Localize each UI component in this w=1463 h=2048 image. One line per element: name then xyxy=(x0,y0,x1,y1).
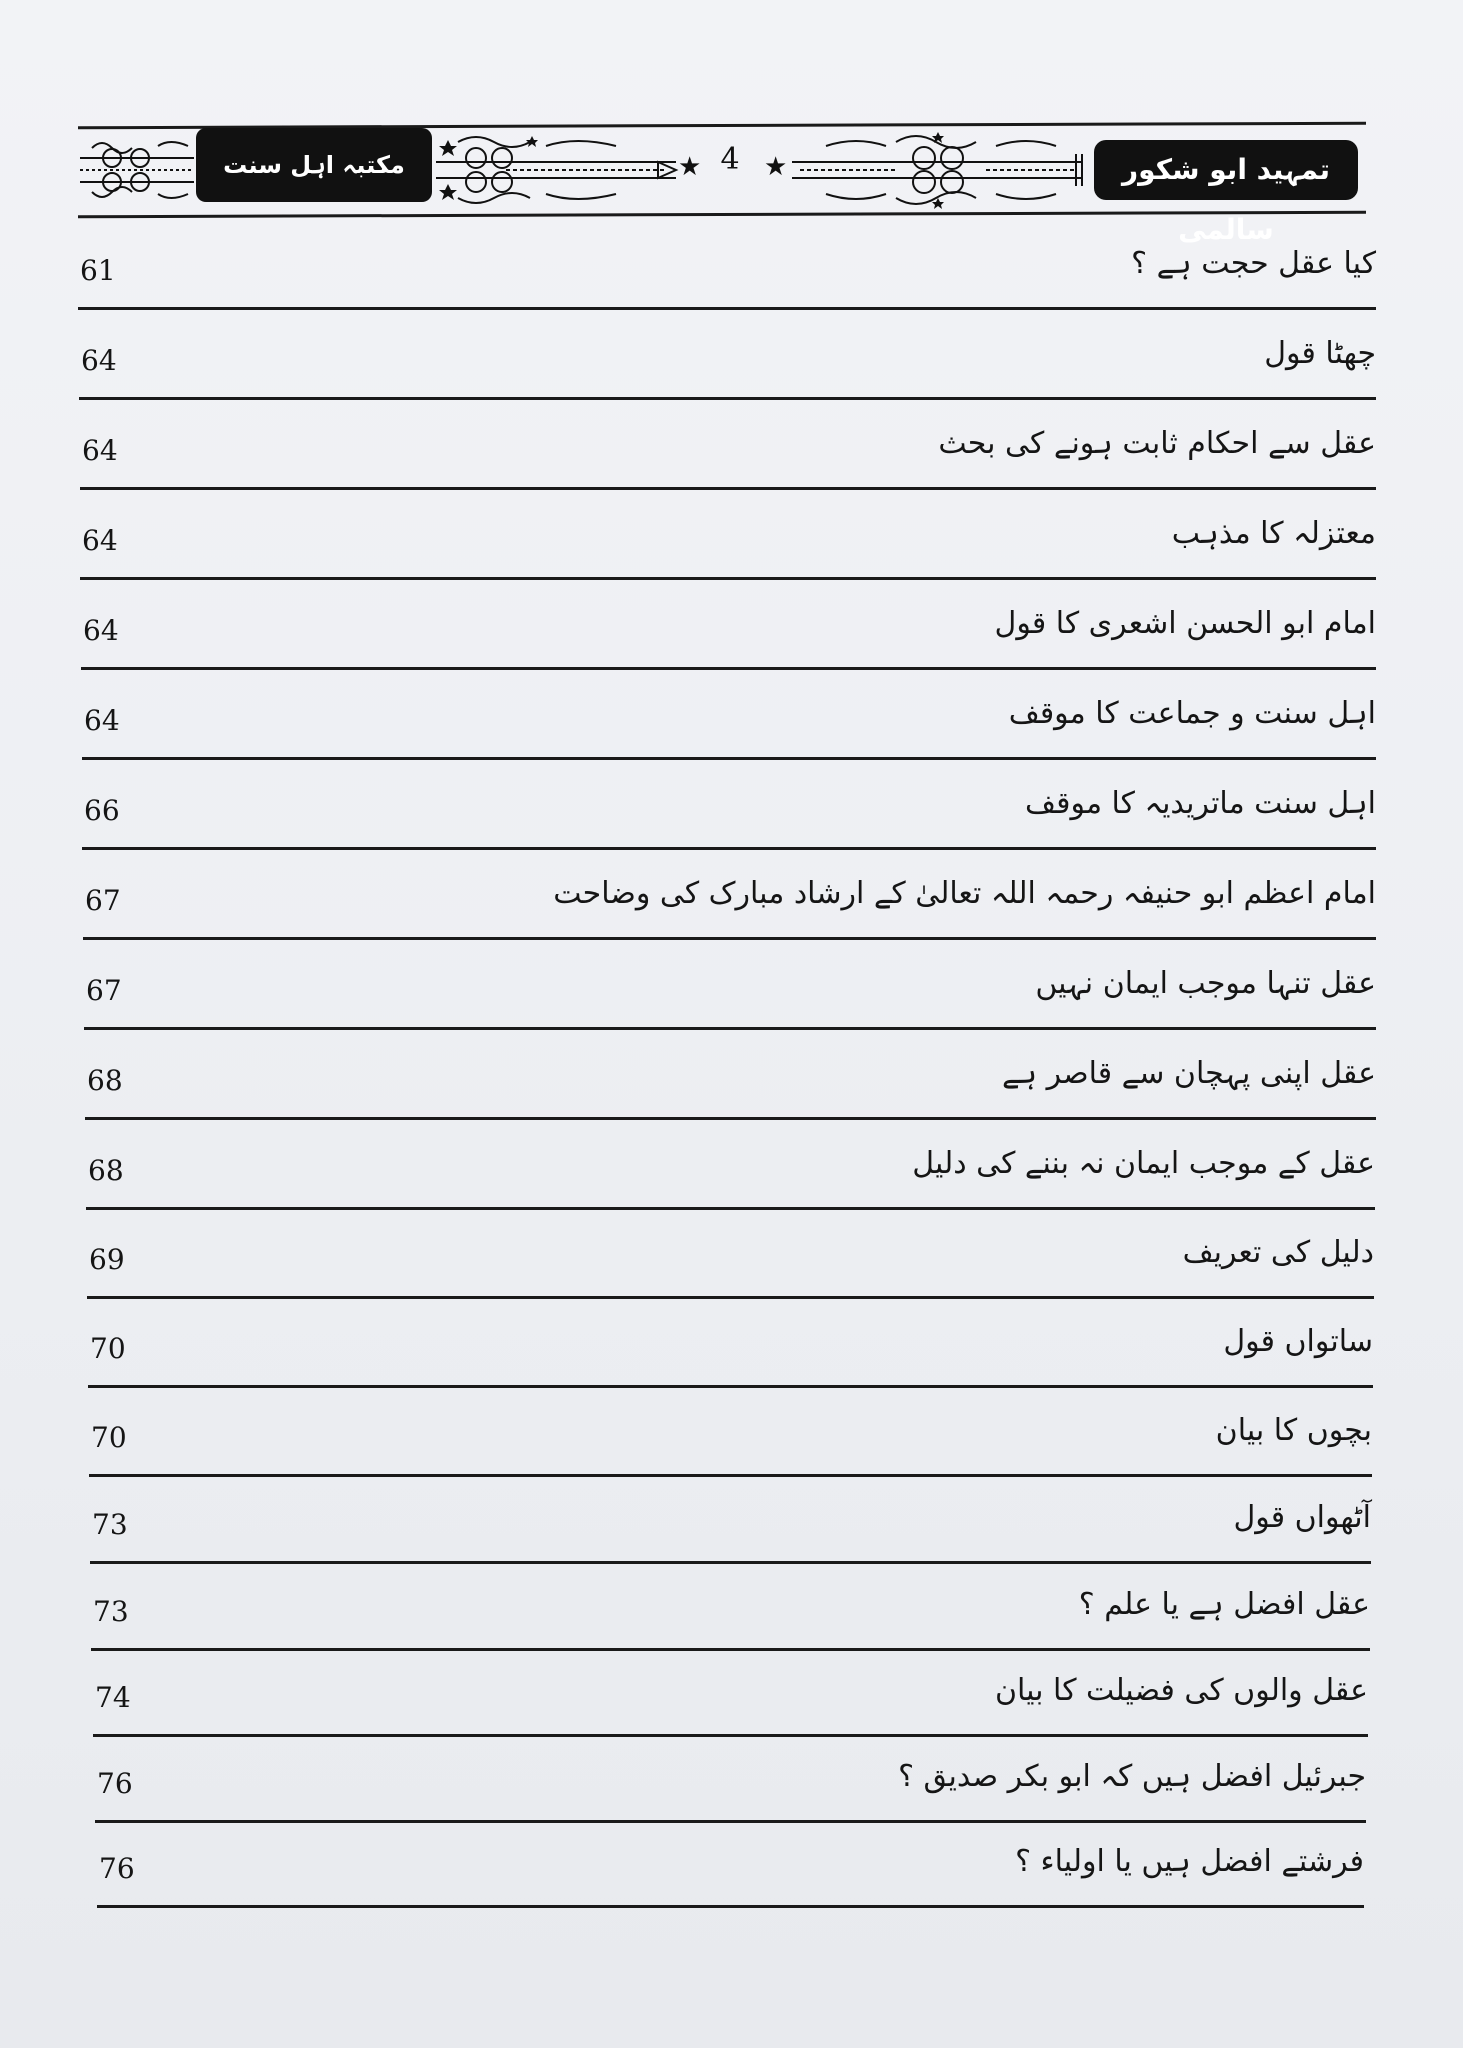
toc-entry-title: دلیل کی تعریف xyxy=(1182,1235,1374,1270)
toc-entry-title: جبرئیل افضل ہیں کہ ابو بکر صدیق ؟ xyxy=(898,1759,1366,1794)
toc-divider xyxy=(78,307,1376,310)
toc-entry-page: 67 xyxy=(85,884,121,917)
toc-entry-page: 69 xyxy=(89,1243,125,1276)
toc-entry-title: ساتواں قول xyxy=(1223,1324,1373,1359)
star-right-icon: ★ xyxy=(764,152,788,182)
toc-entry xyxy=(91,1581,1370,1651)
toc-entry xyxy=(85,1050,1376,1120)
toc-entry xyxy=(81,600,1376,670)
toc-divider xyxy=(79,397,1376,400)
toc-entry-title: عقل افضل ہے یا علم ؟ xyxy=(1078,1587,1370,1622)
toc-divider xyxy=(95,1820,1366,1823)
toc-entry xyxy=(89,1407,1372,1477)
toc-entry xyxy=(93,1667,1368,1737)
toc-divider xyxy=(97,1905,1364,1908)
toc-entry xyxy=(90,1494,1371,1564)
toc-entry-page: 64 xyxy=(82,434,118,467)
toc-entry-page: 64 xyxy=(82,524,118,557)
toc-entry-page: 74 xyxy=(95,1681,131,1714)
page-number: 4 xyxy=(720,142,740,177)
toc-entry-title: عقل اپنی پہچان سے قاصر ہے xyxy=(1001,1056,1376,1091)
toc-divider xyxy=(88,1385,1373,1388)
toc-entry-title: اہل سنت و جماعت کا موقف xyxy=(1008,696,1376,731)
publisher-label: مکتبہ اہل سنت xyxy=(196,128,432,202)
toc-entry-page: 70 xyxy=(90,1332,126,1365)
book-title: تمہید ابو شکور سالمی xyxy=(1094,140,1358,200)
toc-entry-title: معتزلہ کا مذہب xyxy=(1171,516,1376,551)
toc-entry xyxy=(79,330,1376,400)
toc-entry-page: 64 xyxy=(84,704,120,737)
toc-divider xyxy=(83,937,1376,940)
toc-entry xyxy=(84,960,1376,1030)
toc-entry-title: امام اعظم ابو حنیفہ رحمہ اللہ تعالیٰ کے ارشاد مبارک کی وضاحت xyxy=(553,876,1376,911)
toc-entry-page: 68 xyxy=(87,1064,123,1097)
toc-entry xyxy=(83,870,1376,940)
toc-entry-title: چھٹا قول xyxy=(1264,336,1376,371)
toc-entry-title: عقل کے موجب ایمان نہ بننے کی دلیل xyxy=(912,1146,1375,1181)
toc-entry-page: 73 xyxy=(93,1595,129,1628)
toc-divider xyxy=(82,847,1376,850)
toc-entry-title: بچوں کا بیان xyxy=(1215,1413,1372,1448)
toc-entry xyxy=(87,1229,1374,1299)
toc-divider xyxy=(89,1474,1372,1477)
toc-divider xyxy=(91,1648,1370,1651)
toc-entry-title: کیا عقل حجت ہے ؟ xyxy=(1131,246,1376,281)
toc-divider xyxy=(80,487,1376,490)
toc-divider xyxy=(84,1027,1376,1030)
star-left-icon: ★ xyxy=(678,152,702,182)
toc-divider xyxy=(80,577,1376,580)
toc-divider xyxy=(87,1296,1374,1299)
toc-entry-page: 73 xyxy=(92,1508,128,1541)
toc-entry xyxy=(95,1753,1366,1823)
toc-entry xyxy=(80,420,1376,490)
toc-entry-title: عقل تنہا موجب ایمان نہیں xyxy=(1035,966,1376,1001)
toc-entry-title: عقل والوں کی فضیلت کا بیان xyxy=(994,1673,1368,1708)
toc-entry-page: 61 xyxy=(80,254,116,287)
toc-divider xyxy=(90,1561,1371,1564)
toc-entry-page: 68 xyxy=(88,1154,124,1187)
toc-divider xyxy=(82,757,1376,760)
toc-divider xyxy=(81,667,1376,670)
toc-entry-title: اہل سنت ماتریدیہ کا موقف xyxy=(1025,786,1376,821)
toc-entry-page: 76 xyxy=(99,1852,135,1885)
toc-entry-page: 70 xyxy=(91,1421,127,1454)
toc-entry-title: فرشتے افضل ہیں یا اولیاء ؟ xyxy=(1015,1844,1364,1879)
toc-entry xyxy=(97,1838,1364,1908)
toc-divider xyxy=(93,1734,1368,1737)
toc-divider xyxy=(85,1117,1376,1120)
toc-entry xyxy=(82,690,1376,760)
toc-entry-page: 64 xyxy=(81,344,117,377)
toc-entry xyxy=(78,240,1376,310)
toc-entry xyxy=(80,510,1376,580)
toc-entry-page: 64 xyxy=(83,614,119,647)
toc-divider xyxy=(86,1207,1375,1210)
toc-entry-title: عقل سے احکام ثابت ہونے کی بحث xyxy=(938,426,1376,461)
toc-entry xyxy=(82,780,1376,850)
toc-entry-page: 76 xyxy=(97,1767,133,1800)
toc-entry-title: امام ابو الحسن اشعری کا قول xyxy=(994,606,1376,641)
toc-entry-title: آٹھواں قول xyxy=(1233,1500,1371,1535)
toc-entry xyxy=(86,1140,1375,1210)
toc-entry-page: 66 xyxy=(84,794,120,827)
toc-entry-page: 67 xyxy=(86,974,122,1007)
toc-entry xyxy=(88,1318,1373,1388)
